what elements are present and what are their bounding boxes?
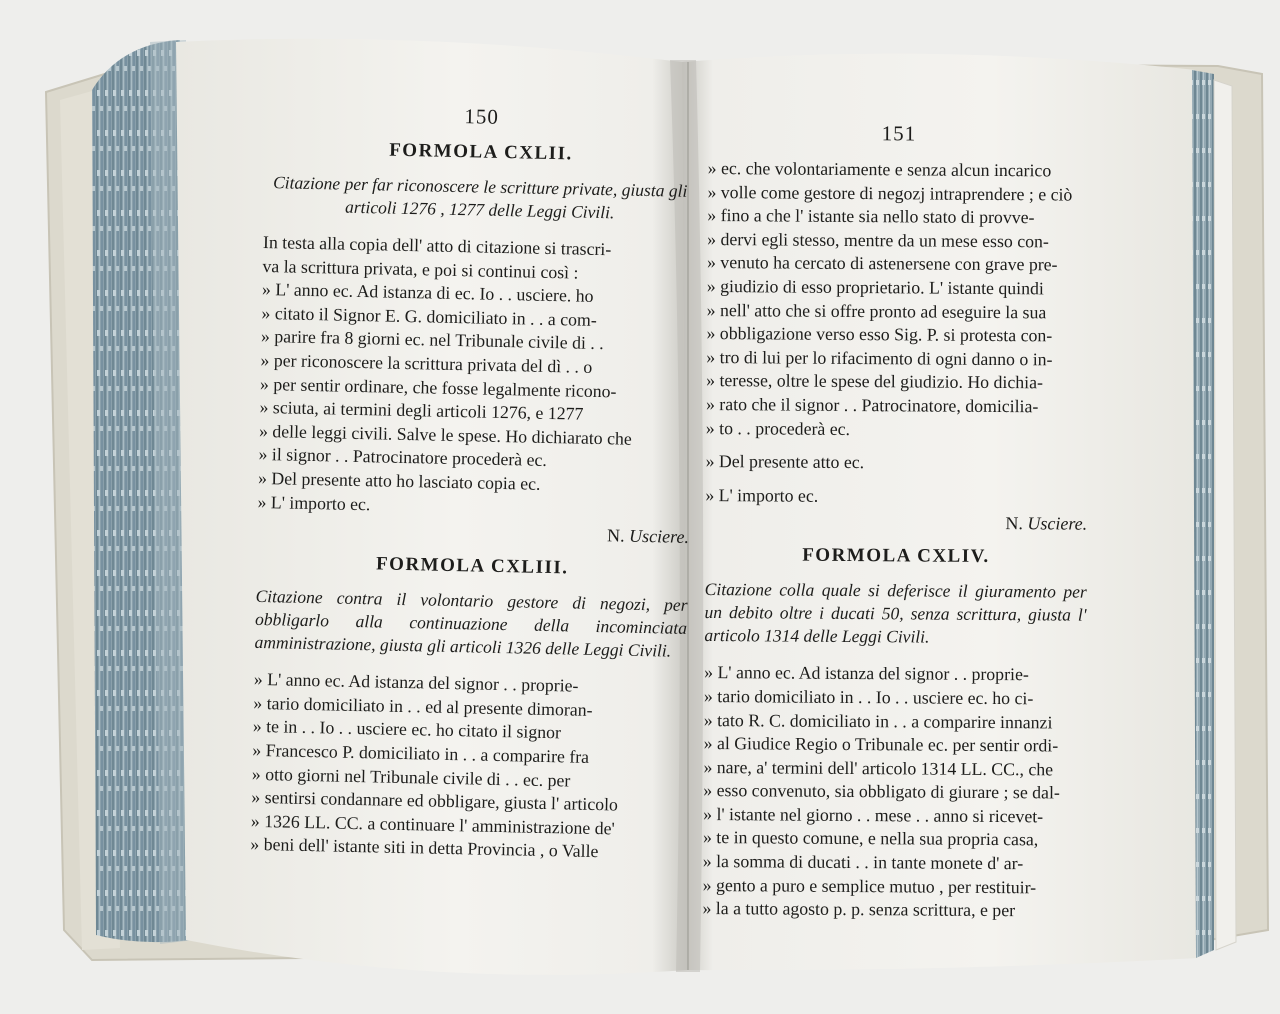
text-line: » to . . procederà ec.	[705, 417, 851, 439]
text-line: » nare, a' termini dell' articolo 1314 LL. CC., che	[703, 756, 1054, 780]
text-line: » giudizio di esso proprietario. L' istante quindi	[706, 275, 1044, 299]
text-line: » fino a che l' istante sia nello stato di provve-	[707, 205, 1035, 228]
text-line: » nell' atto che si offre pronto ad eseguire la sua	[706, 299, 1047, 322]
formula-cxlii-heading: FORMOLA CXLII.	[388, 139, 573, 165]
text-line: » teresse, oltre le spese del giudizio. Ho dichia-	[706, 370, 1043, 393]
text-line: » dervi egli stesso, mentre da un mese esso con-	[707, 228, 1049, 252]
text-line: » la a tutto agosto p. p. senza scrittura, e per	[702, 898, 1016, 921]
formula-cxliii-subtitle: Citazione contra il volontario gestore di negozi, per obbligarlo alla continuazione della incominciata amministrazione, giusta gli articoli 1326 delle Leggi Civili.	[254, 586, 688, 661]
formula-cxliii-heading: FORMOLA CXLIII.	[375, 553, 569, 579]
text-line: » per riconoscere la scrittura privata del dì . . o	[260, 349, 593, 377]
text-line: » per sentir ordinare, che fosse legalmente ricono-	[259, 373, 617, 401]
text-line: » otto giorni nel Tribunale civile di . . ec. per	[251, 763, 571, 791]
page-number-right: 151	[881, 121, 917, 146]
text-line: » L' anno ec. Ad istanza del signor . . proprie-	[704, 662, 1029, 685]
text-line: » delle leggi civili. Salve le spese. Ho dichiarato che	[258, 420, 632, 449]
left-page	[248, 100, 698, 959]
text-line: » te in questo comune, e nella sua propria casa,	[702, 827, 1039, 850]
text-line: » citato il Signor E. G. domiciliato in . . a com-	[261, 302, 598, 330]
text-line: » L' importo ec.	[257, 491, 371, 514]
text-line: » obbligazione verso esso Sig. P. si protesta con-	[706, 323, 1053, 346]
text-line: » tario domiciliato in . . ed al presente dimoran-	[253, 692, 593, 720]
formula-cxlii-body	[257, 231, 695, 523]
formula-cxliv-subtitle: Citazione colla quale si deferisce il giuramento per un debito oltre i ducati 50, senza scrittura, giusta l' articolo 1314 delle Leggi Civili.	[704, 579, 1087, 647]
formula-cxliii-body	[250, 668, 686, 866]
text-line: » sciuta, ai termini degli articoli 1276, e 1277	[259, 397, 584, 424]
right-page	[702, 120, 1090, 921]
signature-initial: N.	[1005, 513, 1023, 534]
text-line: In testa alla copia dell' atto di citazione si trascri-	[262, 231, 612, 260]
text-line: » venuto ha cercato di astenersene con grave pre-	[706, 252, 1058, 275]
text-line: » te in . . Io . . usciere ec. ho citato il signor	[252, 716, 562, 743]
text-line: » l' istante nel giorno . . mese . . anno si ricevet-	[703, 803, 1044, 827]
text-line: » rato che il signor . . Patrocinatore, domicilia-	[705, 393, 1039, 417]
text-line: va la scrittura privata, e poi si continui così :	[262, 255, 579, 283]
formula-cxliv-heading: FORMOLA CXLIV.	[802, 544, 990, 568]
closing-line: » Del presente atto ec.	[705, 451, 865, 473]
text-line: » L' anno ec. Ad istanza del signor . . proprie-	[253, 669, 579, 696]
text-line: » tato R. C. domiciliato in . . a comparire innanzi	[703, 709, 1053, 732]
text-line: » 1326 LL. CC. a continuare l' amministrazione de'	[250, 810, 615, 839]
formula-cxliii-continuation	[706, 157, 1090, 443]
text-line: » ec. che volontariamente e senza alcun incarico	[707, 157, 1052, 181]
closing-line: » L' importo ec.	[705, 484, 819, 506]
text-line: » il signor . . Patrocinatore procederà ec.	[258, 444, 548, 471]
formula-cxlii-subtitle: Citazione per far riconoscere le scritture private, giusta gli articoli 1276 , 1277 delle Leggi Civili.	[272, 172, 688, 223]
signature-name: Usciere.	[1027, 513, 1088, 534]
text-line: » volle come gestore di negozj intraprendere ; e ciò	[707, 181, 1073, 205]
text-line: » esso convenuto, sia obbligato di giurare ; se dal-	[703, 780, 1060, 803]
text-line: » gento a puro e semplice mutuo , per restituir-	[702, 874, 1037, 897]
text-line: » beni dell' istante siti in detta Provincia , o Valle	[250, 834, 599, 862]
text-line: » Francesco P. domiciliato in . . a comparire fra	[252, 739, 590, 767]
text-line: » sentirsi condannare ed obbligare, giusta l' articolo	[251, 786, 619, 815]
text-line: » parire fra 8 giorni ec. nel Tribunale civile di . .	[260, 326, 604, 354]
formula-cxliv-body	[702, 661, 1086, 923]
text-line: » la somma di ducati . . in tante monete d' ar-	[702, 851, 1024, 874]
page-number-left: 150	[464, 104, 500, 129]
signature-usciere-right	[705, 511, 1087, 535]
signature-initial: N.	[606, 525, 625, 546]
text-line: » tro di lui per lo rifacimento di ogni danno o in-	[706, 346, 1053, 370]
text-line: » al Giudice Regio o Tribunale ec. per sentir ordi-	[703, 733, 1059, 756]
signature-usciere-left	[257, 518, 689, 548]
text-line: » tario domiciliato in . . Io . . usciere ec. ho ci-	[703, 685, 1034, 709]
signature-name: Usciere.	[628, 525, 690, 548]
text-line: » L' anno ec. Ad istanza di ec. Io . . usciere. ho	[261, 279, 594, 307]
text-line: » Del presente atto ho lasciato copia ec.	[257, 467, 541, 494]
